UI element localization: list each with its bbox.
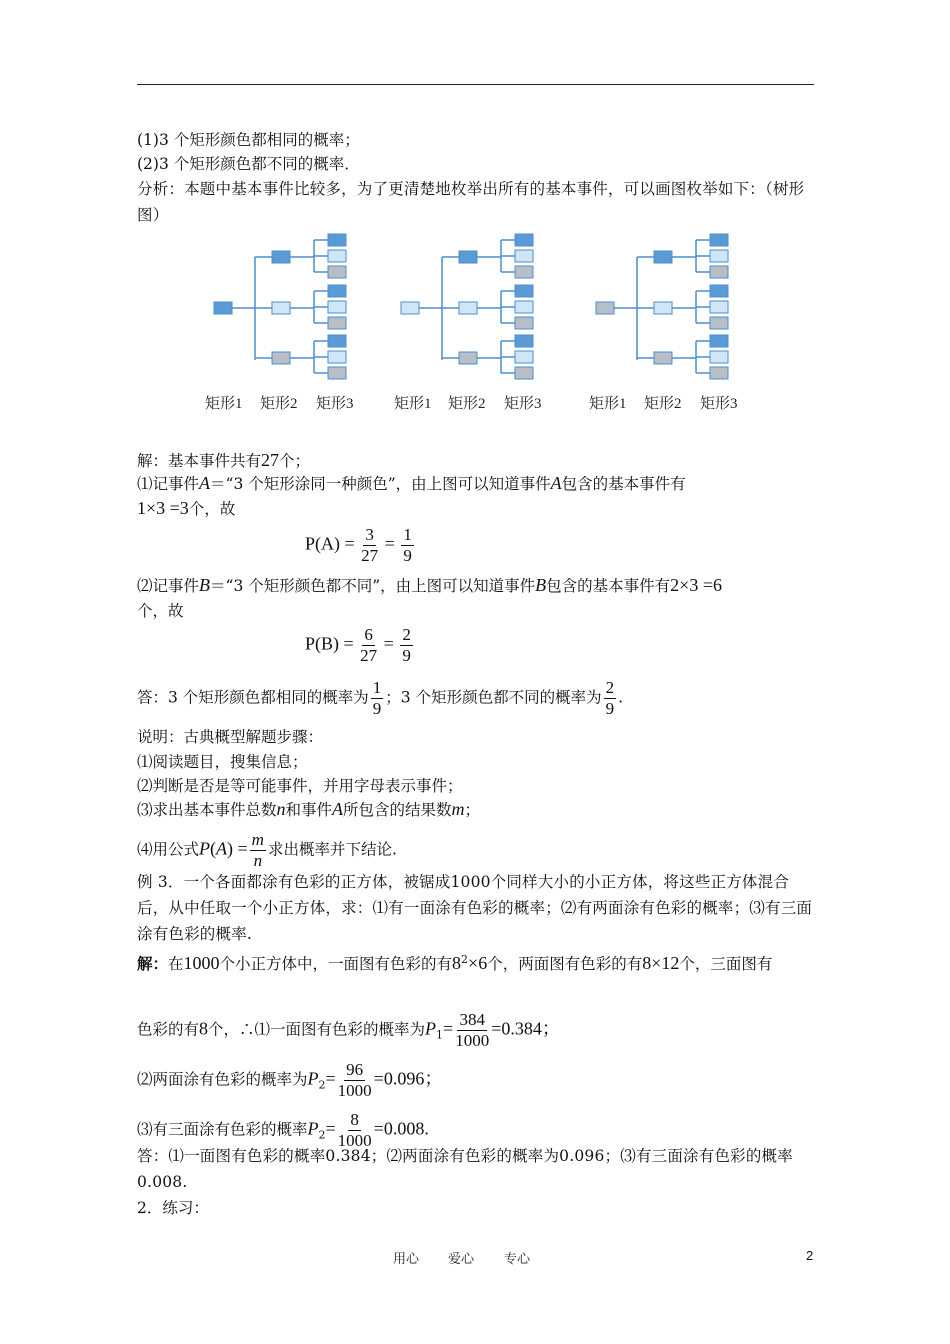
tree-leaf-node (328, 301, 346, 313)
tree-leaf-node (328, 335, 346, 347)
tree-leaf-node (710, 301, 728, 313)
footer-word-3: 专心 (504, 1252, 531, 1267)
tree-level2-node (272, 302, 290, 314)
step-3: ⑶求出基本事件总数n和事件A所包含的结果数m； (137, 799, 481, 819)
tree-root-node (214, 302, 232, 314)
tree-leaf-node (515, 317, 533, 329)
tree-label-3: 矩形3 (316, 396, 354, 412)
tree-leaf-node (710, 234, 728, 246)
note-title: 说明：古典概型解题步骤： (137, 728, 324, 746)
tree-root-node (401, 302, 419, 314)
tree-leaf-node (515, 266, 533, 278)
tree-label-2: 矩形2 (260, 396, 298, 412)
page-number: 2 (806, 1248, 814, 1263)
solution-intro: 解：基本事件共有27个； (137, 450, 311, 470)
tree-level2-node (654, 352, 672, 364)
step-4: ⑷用公式P(A) = $\frac{m}{n}$ 求出概率并下结论. (137, 830, 397, 870)
tree-diagram-1 (210, 228, 355, 388)
tree-leaf-node (710, 335, 728, 347)
tree-label-3: 矩形3 (504, 396, 542, 412)
footer-word-1: 用心 (393, 1252, 420, 1267)
tree-level2-node (459, 302, 477, 314)
header-rule (137, 84, 814, 85)
tree-label-1: 矩形1 (589, 396, 627, 412)
tree-leaf-node (328, 266, 346, 278)
tree-label-1: 矩形1 (205, 396, 243, 412)
example-solution-1: 解：在1000个小正方体中，一面图有色彩的有$8^2\times 6$个，两面图有色彩的有8×12个，三面图有 (137, 953, 773, 974)
tree-level2-node (654, 251, 672, 263)
tree-leaf-node (515, 351, 533, 363)
formula-pb: P(B) = $\frac{6}{27}$ = $\frac{2}{9}$ (305, 625, 411, 665)
tree-leaf-node (328, 285, 346, 297)
solution-step-1: ⑴记事件A＝“3 个矩形涂同一种颜色”，由上图可以知道事件A包含的基本事件有 (137, 473, 686, 493)
question-2: (2)3 个矩形颜色都不同的概率． (137, 155, 360, 173)
answer-line: 答：3 个矩形颜色都相同的概率为 $\frac{1}{9}$ ；3 个矩形颜色都不同的概率为 $\frac{2}{9}$ . (137, 678, 624, 718)
solution-step-2-cont: 个，故 (137, 602, 184, 620)
tree-leaf-node (515, 250, 533, 262)
tree-leaf-node (710, 266, 728, 278)
tree-leaf-node (710, 250, 728, 262)
tree-diagram-2 (397, 228, 542, 388)
tree-level2-node (654, 302, 672, 314)
step-2: ⑵判断是否是等可能事件，并用字母表示事件； (137, 777, 463, 795)
step-1: ⑴阅读题目，搜集信息； (137, 753, 308, 771)
example-solution-3: ⑵两面涂有色彩的概率为$P_2=$ $\frac{96}{1000}$ =0.096； (137, 1060, 443, 1100)
tree-leaf-node (710, 351, 728, 363)
tree-level2-node (459, 352, 477, 364)
analysis-text: 分析：本题中基本事件比较多，为了更清楚地枚举出所有的基本事件，可以画图枚举如下：（树形图） (137, 180, 805, 224)
practice-heading: 2．练习： (137, 1199, 209, 1217)
tree-leaf-node (328, 234, 346, 246)
final-answer: 答：⑴一面图有色彩的概率0.384；⑵两面涂有色彩的概率为0.096；⑶有三面涂有色彩的概率0.008. (137, 1147, 793, 1191)
tree-leaf-node (328, 250, 346, 262)
tree-level2-node (272, 352, 290, 364)
tree-leaf-node (710, 317, 728, 329)
solution-step-1-cont: 1×3 =3个，故 (137, 498, 236, 518)
tree-label-2: 矩形2 (448, 396, 486, 412)
formula-pa: P(A) = $\frac{3}{27}$ = $\frac{1}{9}$ (305, 525, 412, 565)
tree-leaf-node (515, 367, 533, 379)
solution-step-2: ⑵记事件B＝“3 个矩形颜色都不同”，由上图可以知道事件B包含的基本事件有2×3 =6 (137, 575, 722, 595)
tree-leaf-node (328, 351, 346, 363)
question-1: (1)3 个矩形颜色都相同的概率； (137, 131, 360, 149)
tree-label-3: 矩形3 (700, 396, 738, 412)
tree-leaf-node (710, 367, 728, 379)
tree-diagram-3 (592, 228, 737, 388)
tree-level2-node (272, 251, 290, 263)
tree-leaf-node (515, 285, 533, 297)
tree-level2-node (459, 251, 477, 263)
tree-leaf-node (328, 317, 346, 329)
example-solution-2: 色彩的有8个，∴⑴一面图有色彩的概率为$P_1=$ $\frac{384}{1000}$ =0.384； (137, 1010, 560, 1050)
footer-word-2: 爱心 (448, 1252, 475, 1267)
tree-leaf-node (515, 301, 533, 313)
tree-label-1: 矩形1 (394, 396, 432, 412)
example-solution-4: ⑶有三面涂有色彩的概率$P_2=$ $\frac{8}{1000}$ =0.008. (137, 1110, 429, 1150)
tree-leaf-node (515, 234, 533, 246)
tree-leaf-node (515, 335, 533, 347)
tree-root-node (596, 302, 614, 314)
tree-leaf-node (710, 285, 728, 297)
tree-leaf-node (328, 367, 346, 379)
example-3: 例 3．一个各面都涂有色彩的正方体，被锯成1000个同样大小的小正方体，将这些正方体混合后，从中任取一个小正方体，求：⑴有一面涂有色彩的概率；⑵有两面涂有色彩的概率；⑶有三面涂有色彩的概率. (137, 873, 813, 943)
tree-label-2: 矩形2 (644, 396, 682, 412)
